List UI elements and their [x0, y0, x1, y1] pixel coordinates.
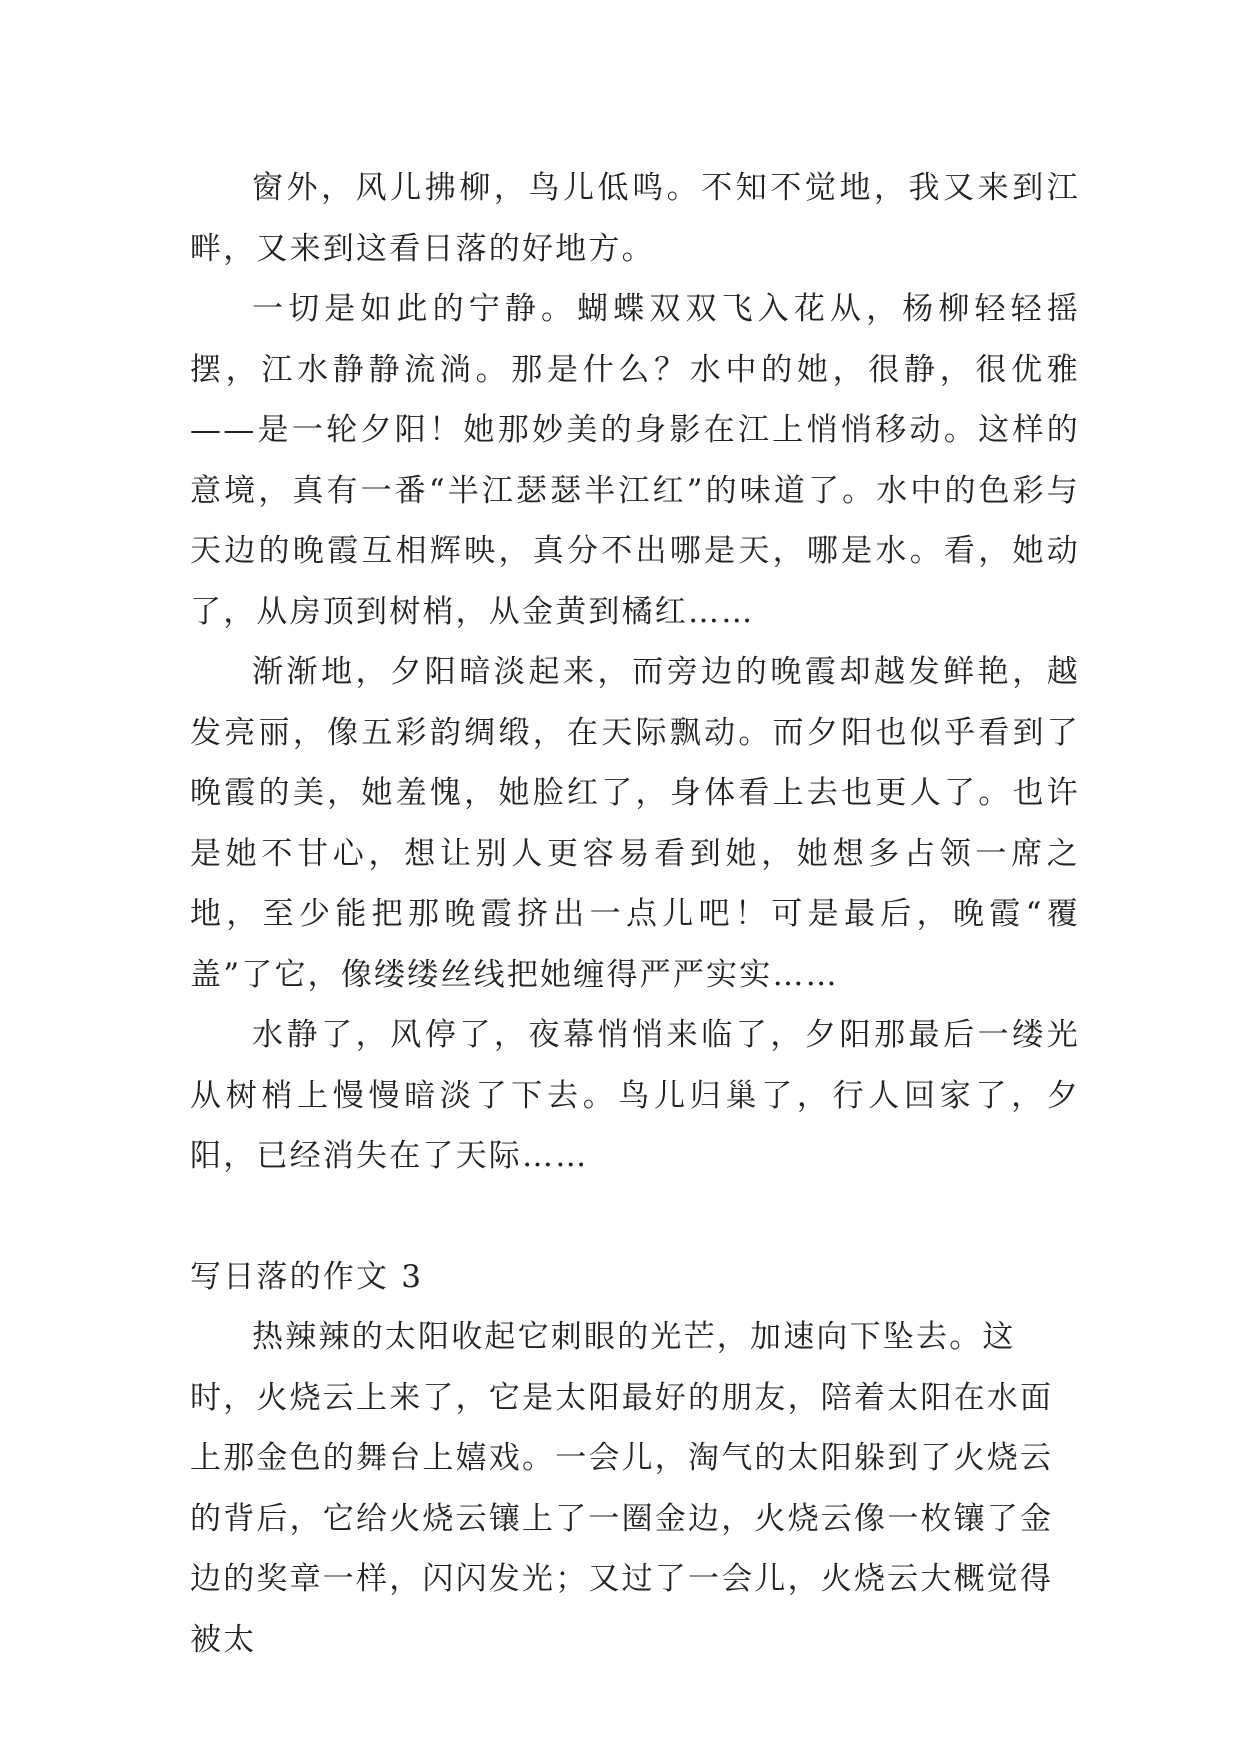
paragraph-dusk: 水静了，风停了，夜幕悄悄来临了，夕阳那最后一缕光从树梢上慢慢暗淡了下去。鸟儿归巢了，行人回家了，夕阳，已经消失在了天际……: [190, 1017, 1080, 1174]
paragraph-fading: 渐渐地，夕阳暗淡起来，而旁边的晚霞却越发鲜艳，越发亮丽，像五彩韵绸缎，在天际飘动。而夕阳也似乎看到了晚霞的美，她羞愧，她脸红了，身体看上去也更人了。也许是她不甘心，想让别人更容易看到她，她想多占领一席之地，至少能把那晚霞挤出一点儿吧！可是最后，晚霞“覆盖”了它，像缕缕丝线把她缠得严严实实……: [190, 654, 1080, 993]
paragraph-window: 窗外，风儿拂柳，鸟儿低鸣。不知不觉地，我又来到江畔，又来到这看日落的好地方。: [190, 170, 1080, 267]
paragraph-tranquil: 一切是如此的宁静。蝴蝶双双飞入花从，杨柳轻轻摇摆，江水静静流淌。那是什么？水中的她，很静，很优雅——是一轮夕阳！她那妙美的身影在江上悄悄移动。这样的意境，真有一番“半江瑟瑟半江红”的味道了。水中的色彩与天边的晚霞互相辉映，真分不出哪是天，哪是水。看，她动了，从房顶到树梢，从金黄到橘红……: [190, 291, 1080, 630]
document-body: [190, 158, 1080, 1670]
paragraph-sun: 热辣辣的太阳收起它刺眼的光芒，加速向下坠去。这时，火烧云上来了，它是太阳最好的朋友，陪着太阳在水面上那金色的舞台上嬉戏。一会儿，淘气的太阳躲到了火烧云的背后，它给火烧云镶上了一圈金边，火烧云像一枚镶了金边的奖章一样，闪闪发光；又过了一会儿，火烧云大概觉得被太: [190, 1319, 1054, 1658]
section-gap: [190, 1187, 1080, 1247]
section-title: 写日落的作文 3: [190, 1258, 424, 1295]
